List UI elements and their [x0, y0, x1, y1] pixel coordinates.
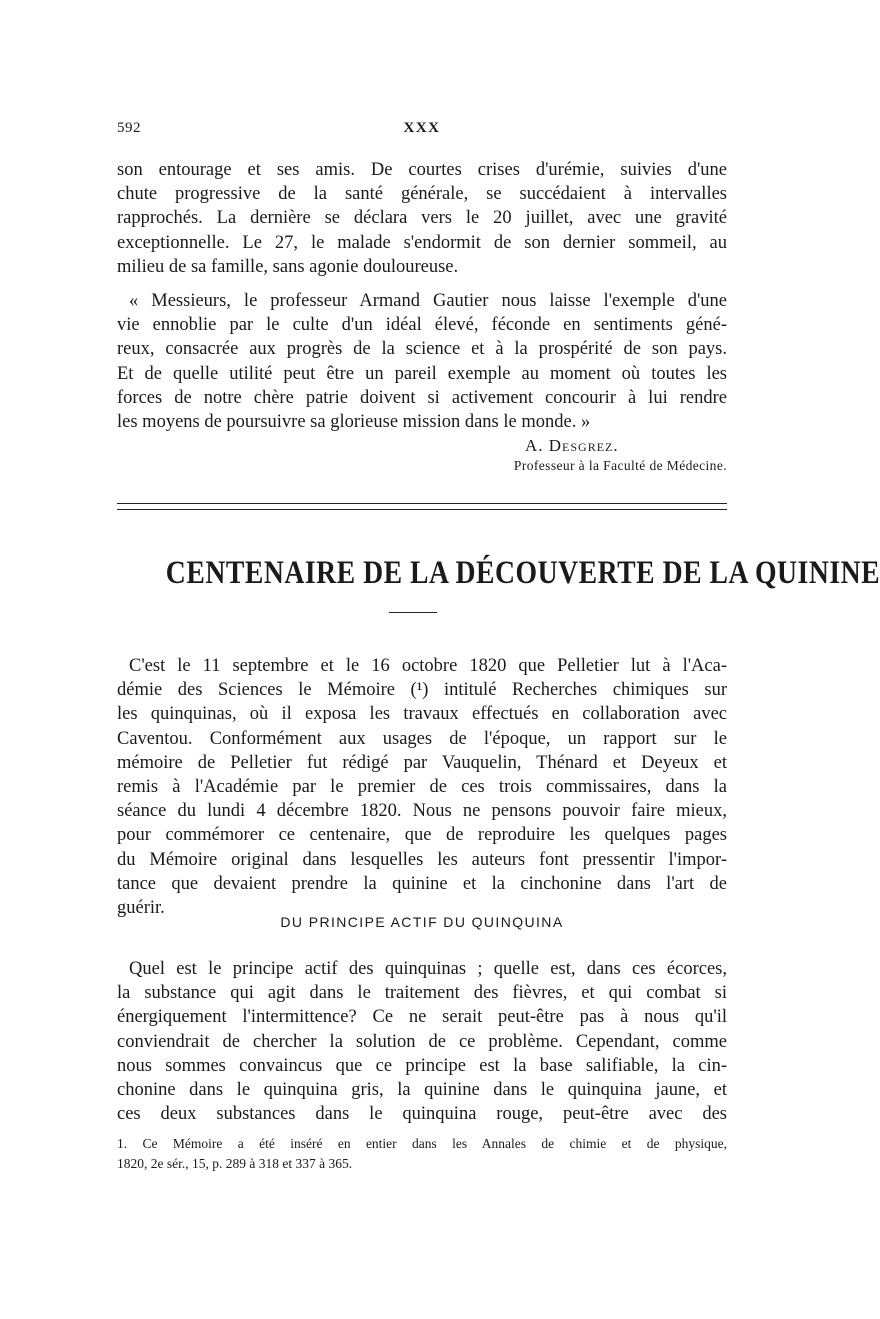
page-header — [117, 120, 727, 144]
text-line: pour commémorer ce centenaire, que de reproduire les quelques pages — [117, 825, 727, 846]
text-line: exceptionnelle. Le 27, le malade s'endormit de son dernier sommeil, au — [117, 232, 727, 253]
text-line: chute progressive de la santé générale, se succédaient à intervalles — [117, 184, 727, 205]
obituary-quote — [117, 289, 727, 434]
signature-title: Professeur à la Faculté de Médecine. — [513, 458, 727, 473]
obituary-paragraph-1 — [117, 158, 727, 279]
text-line: C'est le 11 septembre et le 16 octobre 1820 que Pelletier lut à l'Aca- — [129, 656, 727, 676]
text-line: Et de quelle utilité peut être un pareil exemple au moment où toutes les — [117, 363, 727, 384]
text-line: mémoire de Pelletier fut rédigé par Vauquelin, Thénard et Deyeux et — [117, 752, 727, 773]
text-line: son entourage et ses amis. De courtes crises d'urémie, suivies d'une — [117, 160, 727, 180]
text-line: « Messieurs, le professeur Armand Gautier nous laisse l'exemple d'une — [129, 291, 727, 311]
article-intro — [117, 654, 727, 920]
text-line: forces de notre chère patrie doivent si activement concourir à lui rendre — [117, 387, 727, 408]
article-body — [117, 957, 727, 1126]
text-line: milieu de sa famille, sans agonie douloureuse. — [117, 256, 459, 277]
text-line: conviendrait de chercher la solution de ce problème. Cependant, comme — [117, 1031, 727, 1052]
text-line: ces deux substances dans le quinquina rouge, peut-être avec des — [117, 1104, 727, 1125]
text-line: rapprochés. La dernière se déclara vers le 20 juillet, avec une gravité — [117, 208, 727, 229]
footnote-line: 1820, 2e sér., 15, p. 289 à 318 et 337 à 365. — [117, 1156, 353, 1171]
text-line: énergiquement l'intermittence? Ce ne serait peut-être pas à nous qu'il — [117, 1007, 727, 1028]
footnote — [117, 1134, 727, 1174]
article-title: CENTENAIRE DE LA DÉCOUVERTE DE LA QUININE — [165, 555, 880, 591]
text-line: tance que devaient prendre la quinine et la cinchonine dans l'art de — [117, 873, 727, 894]
text-line: démie des Sciences le Mémoire (¹) intitulé Recherches chimiques sur — [117, 680, 727, 701]
running-title: XXX — [403, 120, 441, 136]
text-line: Caventou. Conformément aux usages de l'époque, un rapport sur le — [117, 728, 727, 749]
page-number: 592 — [117, 120, 141, 136]
text-line: Quel est le principe actif des quinquinas ; quelle est, dans ces écorces, — [129, 959, 727, 979]
text-line: nous sommes convaincus que ce principe est la base salifiable, la cin- — [117, 1055, 727, 1076]
text-line: du Mémoire original dans lesquelles les auteurs font pressentir l'impor- — [117, 849, 727, 870]
text-line: séance du lundi 4 décembre 1820. Nous ne pensons pouvoir faire mieux, — [117, 801, 727, 822]
text-line: chonine dans le quinquina gris, la quinine dans le quinquina jaune, et — [117, 1080, 727, 1101]
text-line: les quinquinas, où il exposa les travaux effectués en collaboration avec — [117, 704, 727, 725]
text-line: vie ennoblie par le culte d'un idéal élevé, féconde en sentiments géné- — [117, 315, 727, 336]
footnote-line: 1. Ce Mémoire a été inséré en entier dans les Annales de chimie et de physique, — [117, 1136, 727, 1151]
text-line: la substance qui agit dans le traitement des fièvres, et qui combat si — [117, 983, 727, 1004]
section-divider-bottom — [117, 509, 727, 510]
section-divider-top — [117, 503, 727, 504]
text-line: remis à l'Académie par le premier de ces trois commissaires, dans la — [117, 777, 727, 798]
section-heading: DU PRINCIPE ACTIF DU QUINQUINA — [280, 914, 564, 930]
text-line: les moyens de poursuivre sa glorieuse mission dans le monde. » — [117, 412, 591, 433]
text-line: reux, consacrée aux progrès de la science et à la prospérité de son pays. — [117, 339, 727, 360]
signature-name: A. Desgrez. — [525, 436, 619, 455]
title-rule — [389, 612, 437, 613]
text-line: guérir. — [117, 898, 165, 919]
